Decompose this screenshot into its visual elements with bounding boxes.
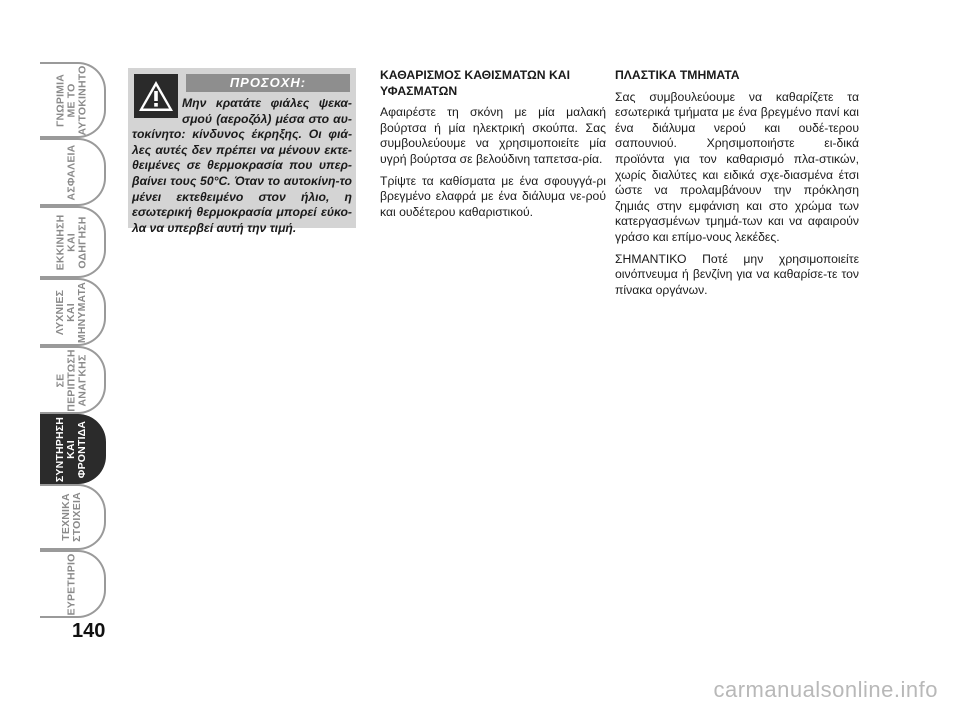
warning-text: [132, 96, 352, 236]
paragraph: Τρίψτε τα καθίσματα με ένα σφουγγά-ρι βρεγμένο ελαφρά με ένα διάλυμα νε-ρού και ουδέτερου καθαριστικού.: [380, 173, 606, 219]
tab-emergency[interactable]: [40, 346, 106, 414]
tab-lights-messages[interactable]: [40, 278, 106, 346]
tab-starting-driving[interactable]: [40, 206, 106, 278]
warning-body: Μην κρατάτε φιάλες ψεκα-σμού (αεροζόλ) μέσα στο αυ-τοκίνητο: κίνδυνος έκρηξης. Οι φιά-λες αυτές δεν πρέπει να μένουν εκτε-θειμένες σε θερμοκρασία που υπερ-βαίνει τους 50°C. Όταν το αυτοκίνη-το μένει εκτεθειμένο στον ήλιο, η εσωτερική θερμοκρασία μπορεί εύκο-λα να υπερβεί αυτή την τιμή.: [132, 96, 352, 235]
section-heading: ΚΑΘΑΡΙΣΜΟΣ ΚΑΘΙΣΜΑΤΩΝ ΚΑΙ ΥΦΑΣΜΑΤΩΝ: [380, 68, 570, 98]
warning-box: [128, 68, 356, 235]
paragraph: ΣΗΜΑΝΤΙΚΟ Ποτέ μην χρησιμοποιείτε οινόπνευμα ή βενζίνη για να καθαρίσε-τε τον πίνακα οργάνων.: [615, 251, 859, 297]
tab-label: ΣΕ ΠΕΡΙΠΤΩΣΗ ΑΝΑΓΚΗΣ: [54, 348, 89, 412]
tab-maintenance-care[interactable]: [40, 414, 106, 484]
watermark: carmanualsonline.info: [713, 677, 938, 702]
tab-label: ΛΥΧΝΙΕΣ ΚΑΙ ΜΗΝΥΜΑΤΑ: [54, 281, 89, 343]
page-number: 140: [72, 620, 106, 642]
tab-getting-to-know[interactable]: [40, 62, 106, 138]
warning-title: ΠΡΟΣΟΧΗ:: [186, 74, 350, 92]
tab-label: ΤΕΧΝΙΚΑ ΣΤΟΙΧΕΙΑ: [60, 492, 83, 542]
tab-label: ΓΝΩΡΙΜΙΑ ΜΕ ΤΟ ΑΥΤΟΚΙΝΗΤΟ: [54, 64, 89, 136]
seats-cleaning-section: [380, 68, 606, 226]
section-heading: ΠΛΑΣΤΙΚΑ ΤΜΗΜΑΤΑ: [615, 68, 740, 82]
tab-label: ΕΥΡΕΤΗΡΙΟ: [65, 553, 78, 615]
tab-index[interactable]: [40, 550, 106, 618]
tab-label: ΑΣΦΑΛΕΙΑ: [65, 144, 78, 200]
paragraph: Σας συμβουλεύουμε να καθαρίζετε τα εσωτερικά τμήματα με ένα βρεγμένο πανί και ένα διάλυμα νερού και ουδέ-τερου σαπουνιού. Χρησιμοποιήστε ει-δικά προϊόντα για τον καθαρισμό πλα-στικών, χωρίς διαλύτες και ειδικά σχε-διασμένα έτσι ώστε να προλαμβάνουν την πρόκληση ζημιάς στην εμφάνιση και στο χρώμα των κατεργασμένων τμημά-των και να αφαιρούν γράσο και επίμο-νους λεκέδες.: [615, 89, 859, 244]
plastic-parts-section: [615, 68, 859, 304]
tab-safety[interactable]: [40, 138, 106, 206]
tab-technical-data[interactable]: [40, 484, 106, 550]
paragraph: Αφαιρέστε τη σκόνη με μία μαλακή βούρτσα ή μία ηλεκτρική σκούπα. Σας συμβουλεύουμε να χρησιμοποιείτε μία υγρή βούρτσα σε βελούδινη ταπετσα-ρία.: [380, 105, 606, 166]
tab-label: ΕΚΚΙΝΗΣΗ ΚΑΙ ΟΔΗΓΗΣΗ: [54, 214, 89, 270]
tab-label: ΣΥΝΤΗΡΗΣΗ ΚΑΙ ΦΡΟΝΤΙΔΑ: [54, 416, 89, 482]
